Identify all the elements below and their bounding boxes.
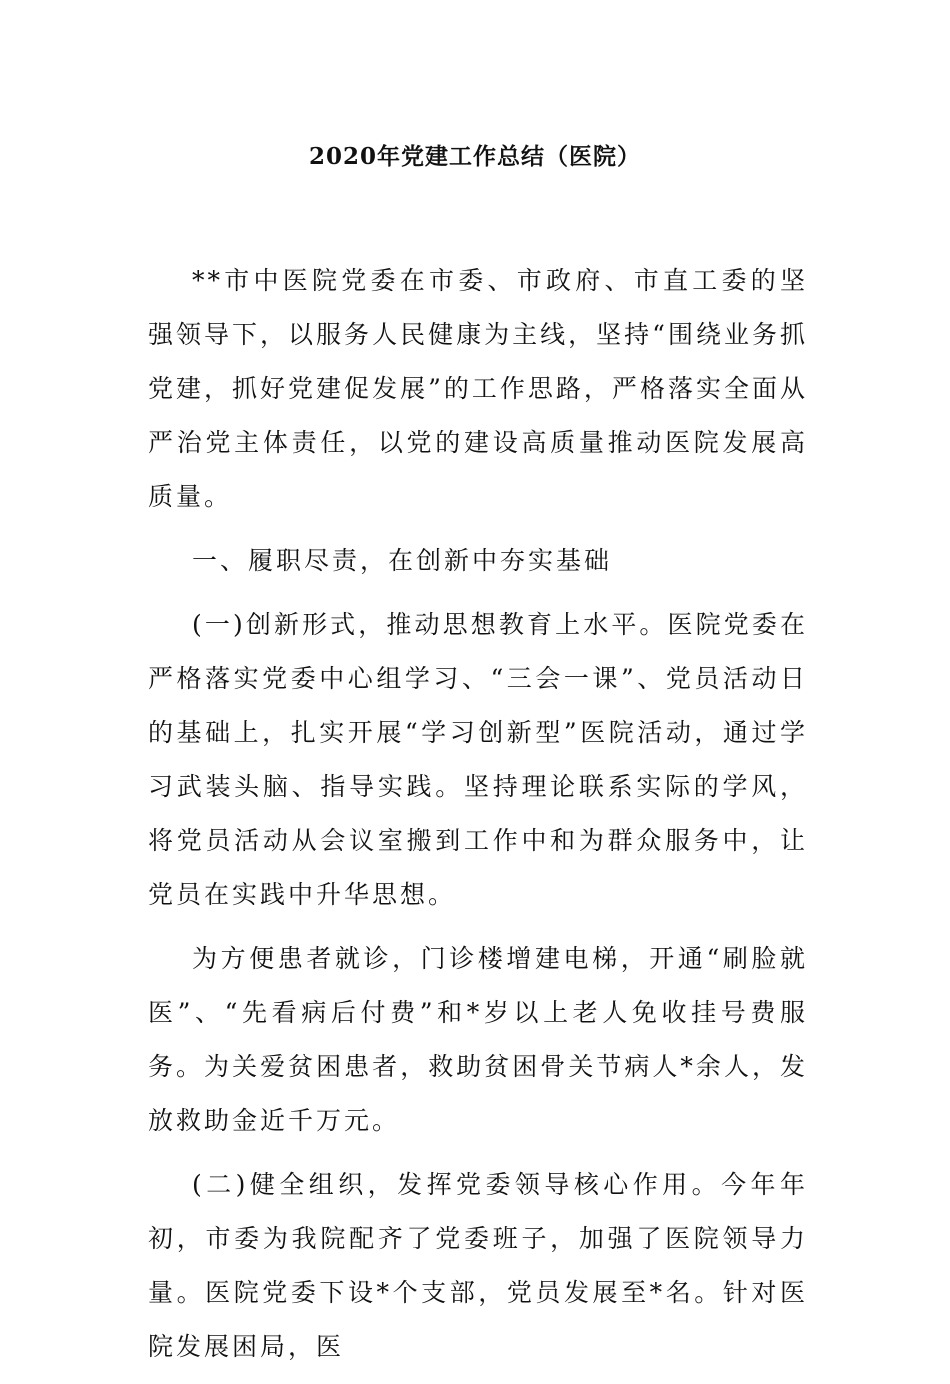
section-heading-1: 一、履职尽责，在创新中夯实基础 — [192, 546, 613, 575]
paragraph-service: 为方便患者就诊，门诊楼增建电梯，开通“刷脸就医”、“先看病后付费”和*岁以上老人免收挂号费服务。为关爱贫困患者，救助贫困骨关节病人*余人，发放救助金近千万元。 — [148, 944, 808, 1135]
document-body — [148, 254, 808, 1384]
paragraph-1-1: (一)创新形式，推动思想教育上水平。医院党委在严格落实党委中心组学习、“三会一课”、党员活动日的基础上，扎实开展“学习创新型”医院活动，通过学习武装头脑、指导实践。坚持理论联系实际的学风，将党员活动从会议室搬到工作中和为群众服务中，让党员在实践中升华思想。 — [148, 610, 808, 909]
paragraph-1-2: (二)健全组织，发挥党委领导核心作用。今年年初，市委为我院配齐了党委班子，加强了医院领导力量。医院党委下设*个支部，党员发展至*名。针对医院发展困局，医 — [148, 1170, 808, 1361]
document-title: 2020年党建工作总结（医院） — [308, 143, 641, 170]
paragraph-intro: **市中医院党委在市委、市政府、市直工委的坚强领导下，以服务人民健康为主线，坚持“围绕业务抓党建，抓好党建促发展”的工作思路，严格落实全面从严治党主体责任，以党的建设高质量推动医院发展高质量。 — [148, 266, 808, 511]
